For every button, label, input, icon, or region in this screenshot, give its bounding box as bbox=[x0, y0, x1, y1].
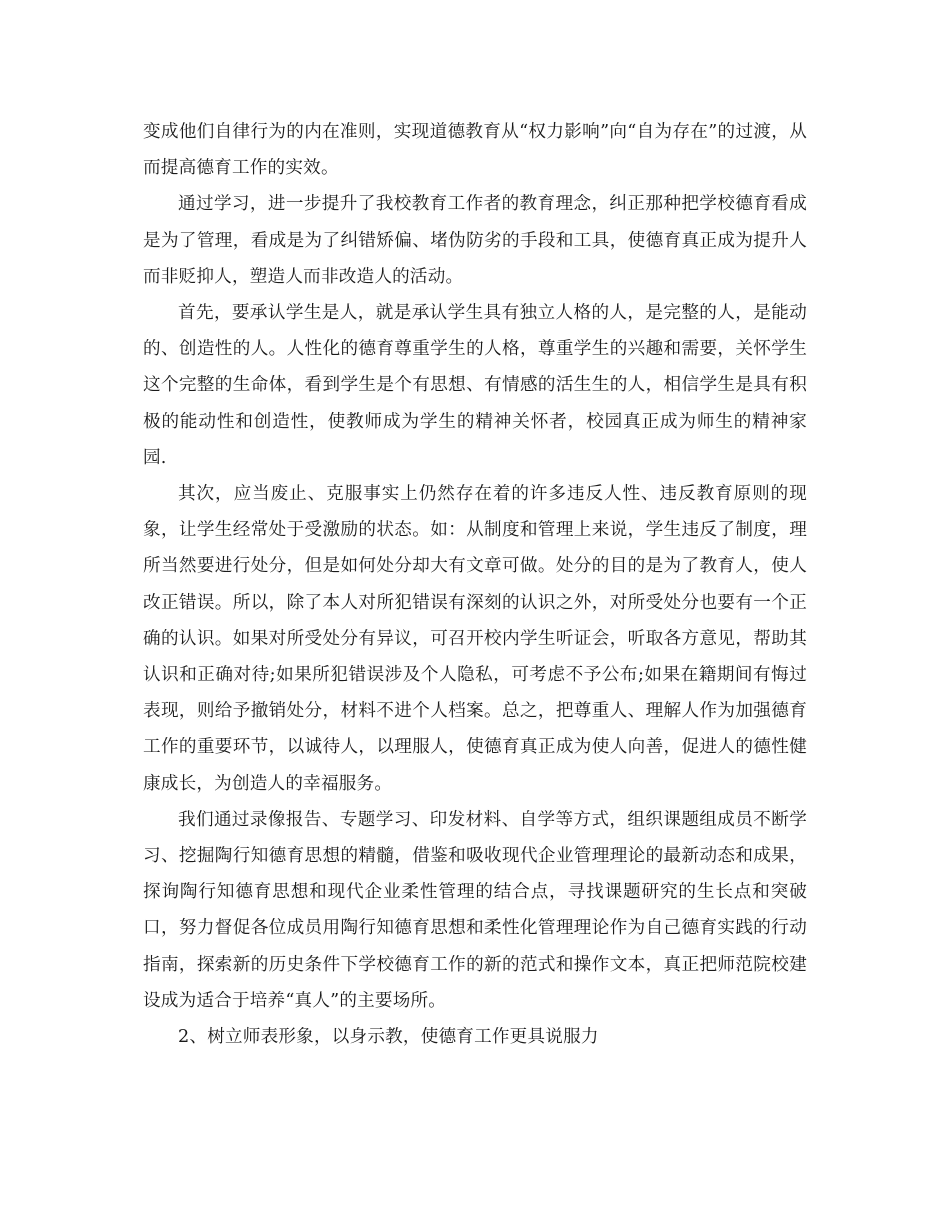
paragraph-continued: 变成他们自律行为的内在准则，实现道德教育从“权力影响”向“自为存在”的过渡，从而提高德育工作的实效。 bbox=[143, 122, 807, 179]
paragraph-study-outcome: 通过学习，进一步提升了我校教育工作者的教育理念，纠正那种把学校德育看成是为了管理，看成是为了纠错矫偏、堵伪防劣的手段和工具，使德育真正成为提升人而非贬抑人，塑造人而非改造人的活动。 bbox=[143, 194, 807, 287]
paragraph-second-point: 其次，应当废止、克服事实上仍然存在着的许多违反人性、违反教育原则的现象，让学生经常处于受激励的状态。如：从制度和管理上来说，学生违反了制度，理所当然要进行处分，但是如何处分却大有文章可做。处分的目的是为了教育人，使人改正错误。所以，除了本人对所犯错误有深刻的认识之外，对所受处分也要有一个正确的认识。如果对所受处分有异议，可召开校内学生听证会，听取各方意见，帮助其认识和正确对待;如果所犯错误涉及个人隐私，可考虑不予公布;如果在籍期间有悔过表现，则给予撤销处分，材料不进个人档案。总之，把尊重人、理解人作为加强德育工作的重要环节，以诚待人，以理服人，使德育真正成为使人向善，促进人的德性健康成长，为创造人的幸福服务。 bbox=[143, 484, 807, 794]
paragraph-first-point: 首先，要承认学生是人，就是承认学生具有独立人格的人，是完整的人，是能动的、创造性的人。人性化的德育尊重学生的人格，尊重学生的兴趣和需要，关怀学生这个完整的生命体，看到学生是个有思想、有情感的活生生的人，相信学生是具有积极的能动性和创造性，使教师成为学生的精神关怀者，校园真正成为师生的精神家园. bbox=[143, 303, 807, 468]
paragraph-study-methods: 我们通过录像报告、专题学习、印发材料、自学等方式，组织课题组成员不断学习、挖掘陶行知德育思想的精髓，借鉴和吸收现代企业管理理论的最新动态和成果，探询陶行知德育思想和现代企业柔性管理的结合点，寻找课题研究的生长点和突破口，努力督促各位成员用陶行知德育思想和柔性化管理理论作为自己德育实践的行动指南，探索新的历史条件下学校德育工作的新的范式和操作文本，真正把师范院校建设成为适合于培养“真人”的主要场所。 bbox=[143, 809, 807, 1011]
section-heading-2: 2、树立师表形象，以身示教，使德育工作更具说服力 bbox=[178, 1027, 599, 1048]
document-body bbox=[143, 114, 807, 1055]
